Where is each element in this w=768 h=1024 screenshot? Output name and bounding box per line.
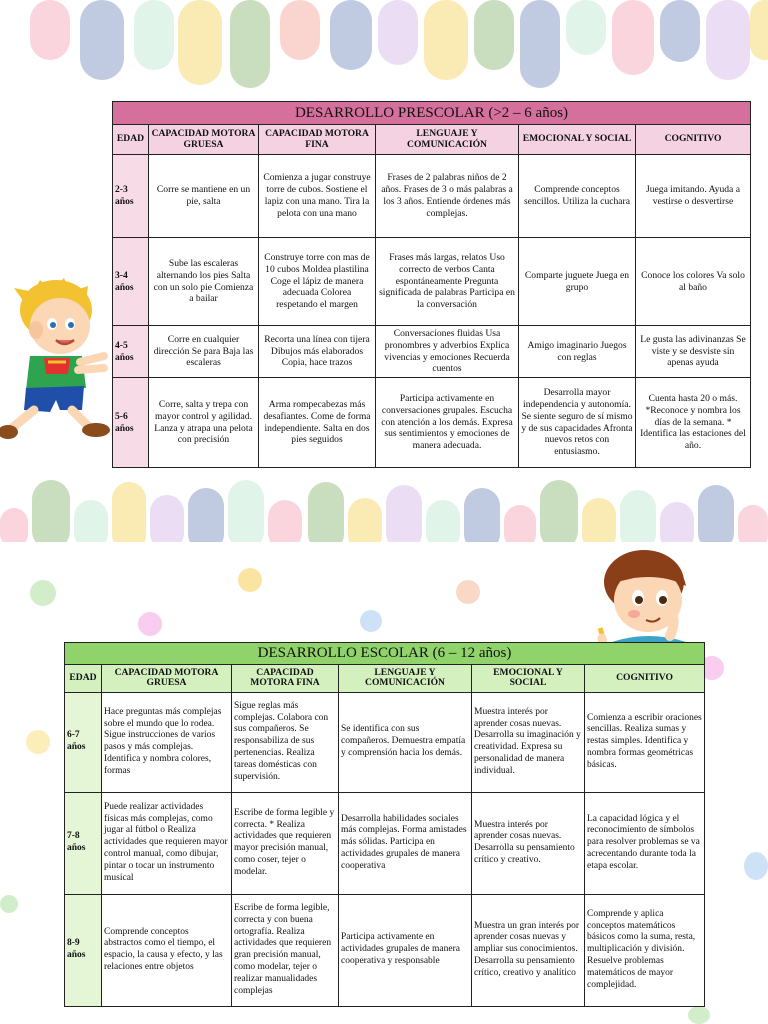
lenguaje-cell: Desarrolla habilidades sociales más complejas. Forma amistades más sólidas. Participa en actividades grupales de manera cooperativa: [339, 792, 472, 894]
header-emocional: EMOCIONAL Y SOCIAL: [519, 125, 636, 155]
motora-fina-cell: Escribe de forma legible y correcta. * Realiza actividades que requieren mayor precisión manual, como coser, tejer o modelar.: [232, 792, 339, 894]
age-cell: 6-7 años: [65, 692, 102, 792]
decor-dot: [360, 610, 382, 632]
header-motora-gruesa: CAPACIDAD MOTORA GRUESA: [149, 125, 259, 155]
emocional-cell: Muestra interés por aprender cosas nuevas. Desarrolla su imaginación y creatividad. Expresa su personalidad de manera individual.: [472, 692, 585, 792]
emocional-cell: Comparte juguete Juega en grupo: [519, 238, 636, 326]
school-development-table: [64, 642, 705, 1007]
cognitivo-cell: Comienza a escribir oraciones sencillas. Realiza sumas y restas simples. Identifica y nombra formas geométricas básicas.: [585, 692, 705, 792]
age-cell: 4-5 años: [113, 326, 149, 378]
decor-dot: [456, 580, 480, 604]
motora-gruesa-cell: Sube las escaleras alternando los pies Salta con un solo pie Comienza a bailar: [149, 238, 259, 326]
header-cognitivo: COGNITIVO: [585, 664, 705, 692]
cognitivo-cell: La capacidad lógica y el reconocimiento de símbolos para resolver problemas se va acrecentando durante toda la etapa escolar.: [585, 792, 705, 894]
motora-gruesa-cell: Corre se mantiene en un pie, salta: [149, 155, 259, 238]
emocional-cell: Comprende conceptos sencillos. Utiliza la cuchara: [519, 155, 636, 238]
middle-decorative-strip: [0, 470, 768, 542]
decor-dot: [0, 895, 18, 913]
header-motora-gruesa: CAPACIDAD MOTORA GRUESA: [102, 664, 232, 692]
decor-dot: [26, 730, 50, 754]
lenguaje-cell: Conversaciones fluidas Usa pronombres y adverbios Explica vivencias y emociones Recuerda cuentos: [376, 326, 519, 378]
motora-fina-cell: Sigue reglas más complejas. Colabora con sus compañeros. Se responsabiliza de sus pertenencias. Realiza tareas domésticas con supervisión.: [232, 692, 339, 792]
emocional-cell: Muestra un gran interés por aprender cosas nuevas y ampliar sus conocimientos. Desarrolla su pensamiento crítico, creativo y analítico: [472, 894, 585, 1006]
age-cell: 3-4 años: [113, 238, 149, 326]
table-row: [113, 238, 751, 326]
motora-gruesa-cell: Comprende conceptos abstractos como el tiempo, el espacio, la causa y efecto, y las relaciones entre objetos: [102, 894, 232, 1006]
header-motora-fina: CAPACIDAD MOTORA FINA: [259, 125, 376, 155]
age-cell: 8-9 años: [65, 894, 102, 1006]
motora-fina-cell: Comienza a jugar construye torre de cubos. Sostiene el lapiz con una mano. Tira la pelota con una mano: [259, 155, 376, 238]
decor-dot: [688, 1006, 710, 1024]
motora-gruesa-cell: Puede realizar actividades físicas más complejas, como jugar al fútbol o Realiza actividades que requieren mayor control manual, como dibujar, pintar o tocar un instrumento musical: [102, 792, 232, 894]
motora-fina-cell: Construye torre con mas de 10 cubos Moldea plastilina Coge el lápiz de manera adecuada Colorea respetando el margen: [259, 238, 376, 326]
cognitivo-cell: Juega imitando. Ayuda a vestirse o desvertirse: [636, 155, 751, 238]
age-cell: 7-8 años: [65, 792, 102, 894]
age-cell: 2-3 años: [113, 155, 149, 238]
table-row: [113, 378, 751, 468]
cognitivo-cell: Comprende y aplica conceptos matemáticos básicos como la suma, resta, multiplicación y división. Resuelve problemas matemáticos de mayor complejidad.: [585, 894, 705, 1006]
motora-fina-cell: Arma rompecabezas más desafiantes. Come de forma independiente. Salta en dos pies seguidos: [259, 378, 376, 468]
school-title: DESARROLLO ESCOLAR (6 – 12 años): [65, 643, 705, 665]
lenguaje-cell: Se identifica con sus compañeros. Demuestra empatía y comprensión hacia los demás.: [339, 692, 472, 792]
table-row: [113, 155, 751, 238]
decor-dot: [238, 568, 262, 592]
lenguaje-cell: Frases más largas, relatos Uso correcto de verbos Canta espontáneamente Pregunta significada de palabras Participa en la conversación: [376, 238, 519, 326]
header-lenguaje: LENGUAJE Y COMUNICACIÓN: [376, 125, 519, 155]
cognitivo-cell: Le gusta las adivinanzas Se viste y se desviste sin apenas ayuda: [636, 326, 751, 378]
table-row: [65, 792, 705, 894]
decor-dot: [744, 852, 768, 880]
motora-gruesa-cell: Corre, salta y trepa con mayor control y agilidad. Lanza y atrapa una pelota con precisión: [149, 378, 259, 468]
preschool-title: DESARROLLO PRESCOLAR (>2 – 6 años): [113, 102, 751, 125]
age-cell: 5-6 años: [113, 378, 149, 468]
motora-gruesa-cell: Corre en cualquier dirección Se para Baja las escaleras: [149, 326, 259, 378]
lenguaje-cell: Participa activamente en actividades grupales de manera cooperativa y responsable: [339, 894, 472, 1006]
table-row: [113, 326, 751, 378]
motora-fina-cell: Escribe de forma legible, correcta y con buena ortografía. Realiza actividades que requieren gran precisión manual, como modelar, tejer o realizar manualidades complejas: [232, 894, 339, 1006]
motora-fina-cell: Recorta una línea con tijera Dibujos más elaborados Copia, hace trazos: [259, 326, 376, 378]
preschool-development-table: [112, 101, 751, 468]
header-lenguaje: LENGUAJE Y COMUNICACIÓN: [339, 664, 472, 692]
header-edad: EDAD: [65, 664, 102, 692]
table-row: [65, 894, 705, 1006]
lenguaje-cell: Participa activamente en conversaciones grupales. Escucha con atención a los demás. Expresa sus sentimientos y emociones de manera adecuada.: [376, 378, 519, 468]
boy-pushing-illustration: [0, 278, 112, 446]
emocional-cell: Amigo imaginario Juegos con reglas: [519, 326, 636, 378]
header-edad: EDAD: [113, 125, 149, 155]
header-cognitivo: COGNITIVO: [636, 125, 751, 155]
motora-gruesa-cell: Hace preguntas más complejas sobre el mundo que lo rodea. Sigue instrucciones de varios pasos y más complejas. Identifica y nombra colores, formas: [102, 692, 232, 792]
cognitivo-cell: Cuenta hasta 20 o más. *Reconoce y nombra los días de la semana. * Identifica las estaciones del año.: [636, 378, 751, 468]
header-motora-fina: CAPACIDAD MOTORA FINA: [232, 664, 339, 692]
decor-dot: [138, 612, 162, 636]
decor-dot: [30, 580, 56, 606]
cognitivo-cell: Conoce los colores Va solo al baño: [636, 238, 751, 326]
lenguaje-cell: Frases de 2 palabras niños de 2 años. Frases de 3 o más palabras a los 3 años. Entiende órdenes más complejas.: [376, 155, 519, 238]
emocional-cell: Muestra interés por aprender cosas nuevas. Desarrolla su pensamiento crítico y creativo.: [472, 792, 585, 894]
table-row: [65, 692, 705, 792]
emocional-cell: Desarrolla mayor independencia y autonomía. Se siente seguro de sí mismo y de sus capacidades Afronta nuevos retos con entusiasmo.: [519, 378, 636, 468]
header-emocional: EMOCIONAL Y SOCIAL: [472, 664, 585, 692]
top-decorative-strip: [0, 0, 768, 92]
